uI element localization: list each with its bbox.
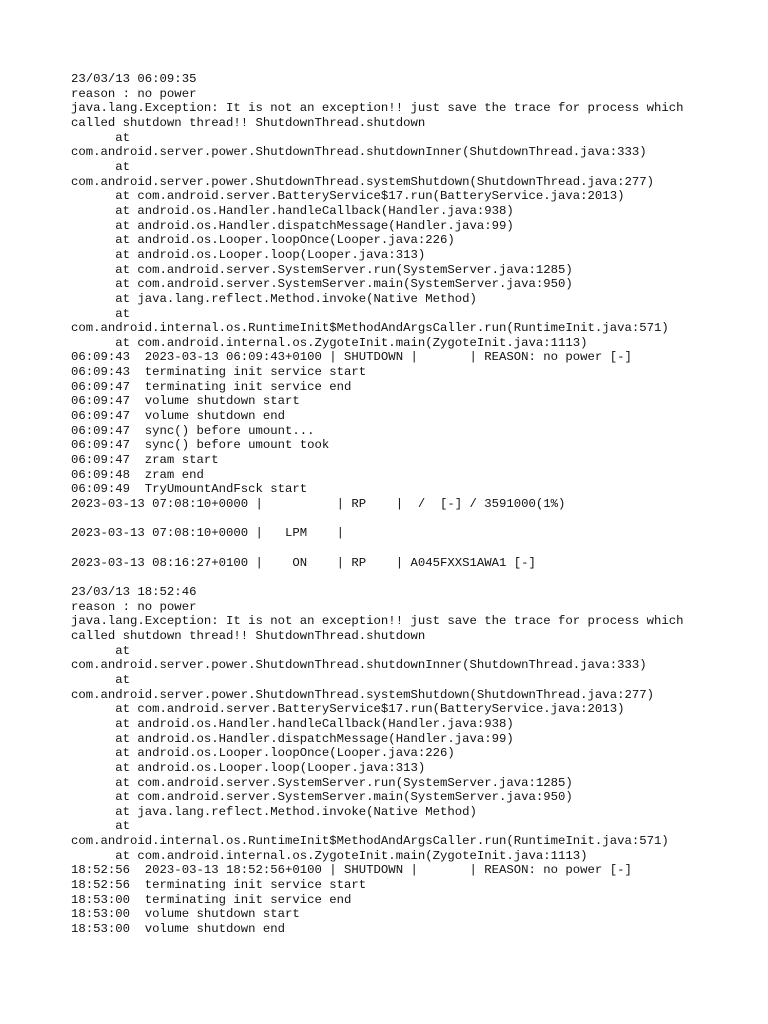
log-line: at com.android.server.SystemServer.run(SystemServer.java:1285): [71, 262, 573, 277]
log-line: at android.os.Looper.loop(Looper.java:313): [71, 247, 426, 262]
log-line: com.android.internal.os.RuntimeInit$MethodAndArgsCaller.run(RuntimeInit.java:571): [71, 321, 669, 336]
log-line: 18:52:56 2023-03-13 18:52:56+0100 | SHUTDOWN | | REASON: no power [-]: [71, 863, 632, 878]
log-line: 06:09:47 sync() before umount took: [71, 438, 330, 453]
log-line: com.android.server.power.ShutdownThread.shutdownInner(ShutdownThread.java:333): [71, 145, 647, 160]
log-line: at java.lang.reflect.Method.invoke(Native Method): [71, 804, 477, 819]
log-line: 2023-03-13 07:08:10+0000 | | RP | / [-] / 3591000(1%): [71, 497, 566, 512]
log-line: at android.os.Handler.dispatchMessage(Handler.java:99): [71, 218, 514, 233]
log-line: at com.android.internal.os.ZygoteInit.main(ZygoteInit.java:1113): [71, 848, 588, 863]
log-line: at com.android.server.BatteryService$17.run(BatteryService.java:2013): [71, 189, 625, 204]
log-line: com.android.server.power.ShutdownThread.systemShutdown(ShutdownThread.java:277): [71, 687, 654, 702]
log-line: at: [71, 130, 131, 145]
log-line: at android.os.Looper.loop(Looper.java:313): [71, 760, 426, 775]
log-line: 06:09:47 terminating init service end: [71, 379, 352, 394]
log-line: java.lang.Exception: It is not an exception!! just save the trace for process which: [71, 101, 684, 116]
log-line: called shutdown thread!! ShutdownThread.shutdown: [71, 115, 426, 130]
log-line: 18:52:56 terminating init service start: [71, 878, 367, 893]
log-line: at com.android.server.SystemServer.run(SystemServer.java:1285): [71, 775, 573, 790]
document-page: [71, 72, 761, 937]
log-line: at android.os.Looper.loopOnce(Looper.java:226): [71, 746, 455, 761]
log-line: 06:09:43 terminating init service start: [71, 365, 367, 380]
log-line: com.android.server.power.ShutdownThread.systemShutdown(ShutdownThread.java:277): [71, 174, 654, 189]
log-line: 06:09:49 TryUmountAndFsck start: [71, 482, 308, 497]
log-line: 06:09:47 volume shutdown start: [71, 394, 300, 409]
log-line: 23/03/13 06:09:35: [71, 72, 197, 86]
log-line: 18:53:00 volume shutdown start: [71, 907, 300, 922]
log-line: called shutdown thread!! ShutdownThread.shutdown: [71, 628, 426, 643]
log-line: at com.android.server.SystemServer.main(SystemServer.java:950): [71, 277, 573, 292]
log-line: java.lang.Exception: It is not an exception!! just save the trace for process which: [71, 614, 684, 629]
log-line: at: [71, 819, 131, 834]
log-line: 2023-03-13 07:08:10+0000 | LPM |: [71, 526, 345, 541]
log-line: at: [71, 306, 131, 321]
log-line: at: [71, 159, 131, 174]
log-line: 06:09:48 zram end: [71, 467, 204, 482]
log-line: at android.os.Handler.handleCallback(Handler.java:938): [71, 203, 514, 218]
log-line: com.android.server.power.ShutdownThread.shutdownInner(ShutdownThread.java:333): [71, 658, 647, 673]
log-line: 06:09:47 zram start: [71, 453, 219, 468]
log-line: reason : no power: [71, 599, 197, 614]
log-line: 06:09:47 sync() before umount...: [71, 423, 315, 438]
log-line: at android.os.Handler.handleCallback(Handler.java:938): [71, 716, 514, 731]
log-line: 18:53:00 terminating init service end: [71, 892, 352, 907]
log-line: 06:09:47 volume shutdown end: [71, 409, 286, 424]
log-line: 2023-03-13 08:16:27+0100 | ON | RP | A045FXXS1AWA1 [-]: [71, 555, 536, 570]
log-line: at com.android.server.BatteryService$17.run(BatteryService.java:2013): [71, 702, 625, 717]
log-line: com.android.internal.os.RuntimeInit$MethodAndArgsCaller.run(RuntimeInit.java:571): [71, 834, 669, 849]
log-line: 18:53:00 volume shutdown end: [71, 922, 286, 937]
log-line: at com.android.internal.os.ZygoteInit.main(ZygoteInit.java:1113): [71, 335, 588, 350]
log-line: at com.android.server.SystemServer.main(SystemServer.java:950): [71, 790, 573, 805]
log-line: 23/03/13 18:52:46: [71, 584, 197, 599]
log-line: at: [71, 672, 131, 687]
log-text: [71, 72, 761, 937]
log-line: 06:09:43 2023-03-13 06:09:43+0100 | SHUTDOWN | | REASON: no power [-]: [71, 350, 632, 365]
log-line: at java.lang.reflect.Method.invoke(Native Method): [71, 291, 477, 306]
log-line: at: [71, 643, 131, 658]
log-line: at android.os.Looper.loopOnce(Looper.java:226): [71, 233, 455, 248]
log-line: reason : no power: [71, 86, 197, 101]
log-line: at android.os.Handler.dispatchMessage(Handler.java:99): [71, 731, 514, 746]
